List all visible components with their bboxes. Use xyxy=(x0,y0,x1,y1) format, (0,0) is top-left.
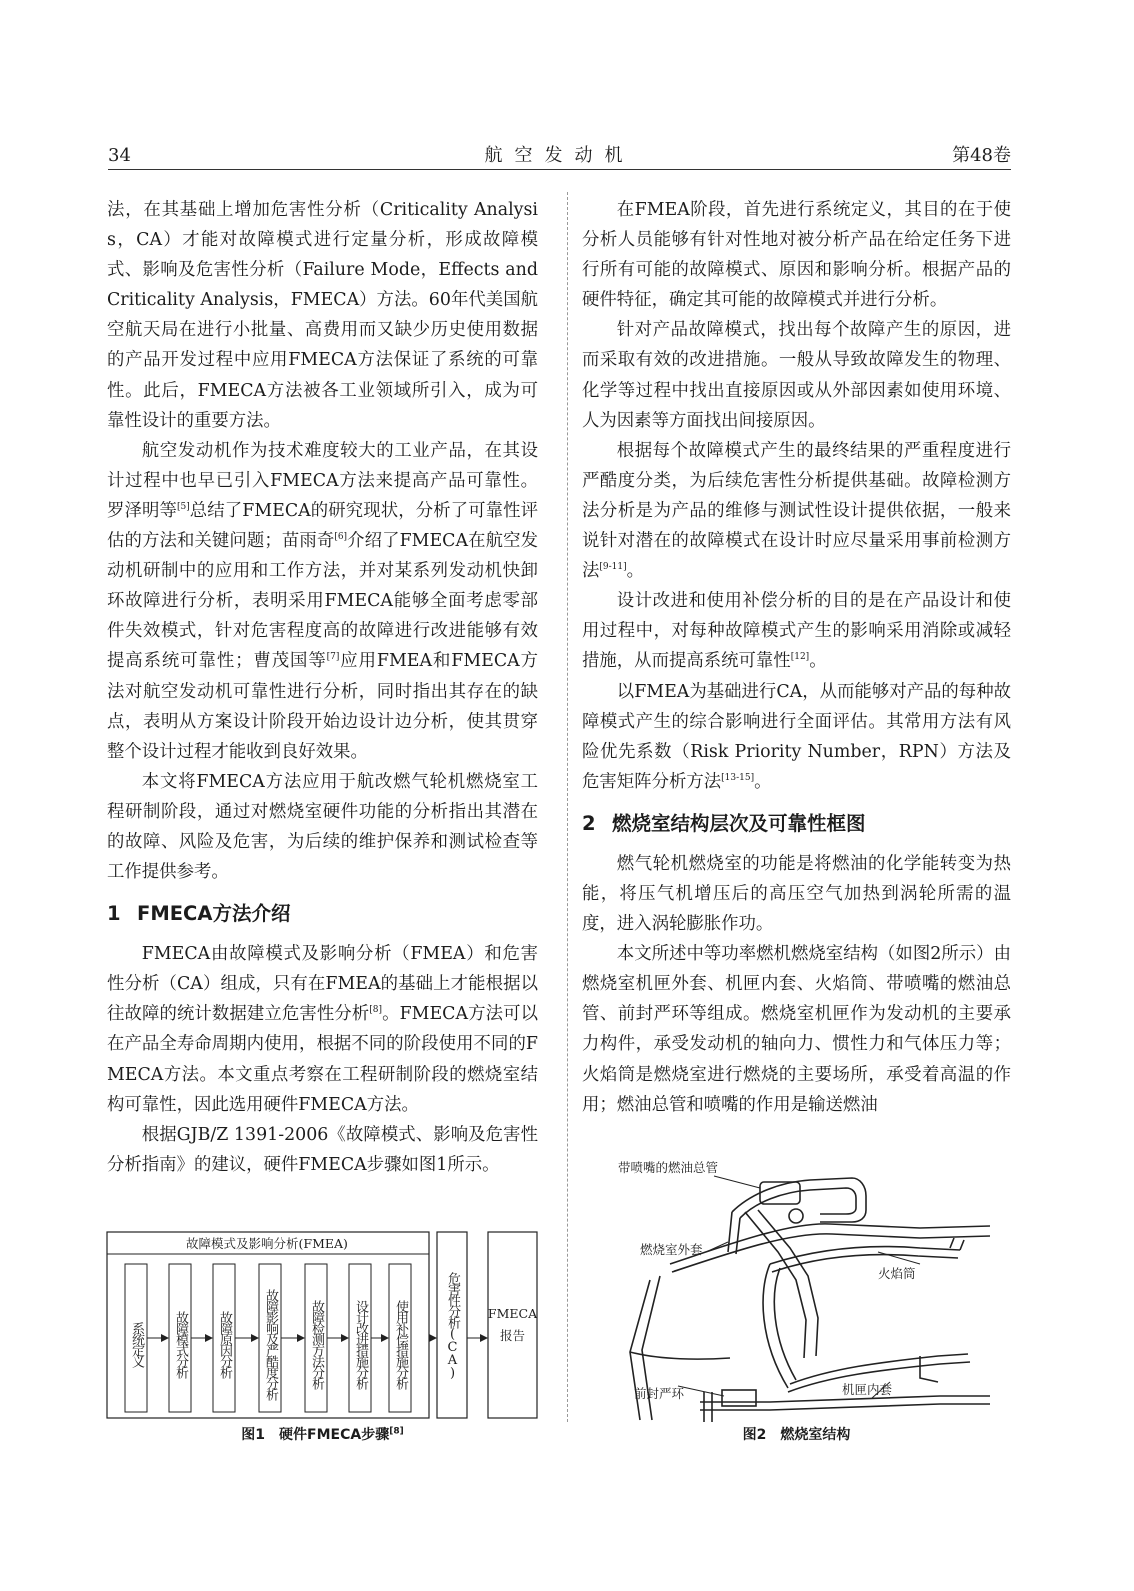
paragraph: 法，在其基础上增加危害性分析（Criticality Analysis，CA）才能对故障模式进行定量分析，形成故障模式、影响及危害性分析（Failure Mode，Effects and Criticality Analysis，FMECA）方法。60年代美国航空航天局在进行小批量、高费用而又缺少历史使用数据的产品开发过程中应用FMECA方法保证了系统的可靠性。此后，FMECA方法被各工业领域所引入，成为可靠性设计的重要方法。 xyxy=(107,200,538,431)
paragraph: 本文将FMECA方法应用于航改燃气轮机燃烧室工程研制阶段，通过对燃烧室硬件功能的分析指出其潜在的故障、风险及危害，为后续的维护保养和测试检查等工作提供参考。 xyxy=(107,771,538,883)
citation: [9-11] xyxy=(599,562,627,573)
step-effect-severity-analysis: 故障影响及严酷度分析 xyxy=(263,1289,278,1399)
page-number: 34 xyxy=(108,145,131,166)
paragraph xyxy=(582,677,1011,797)
journal-title: 航空发动机 xyxy=(484,145,635,166)
column-divider xyxy=(567,192,568,1422)
text-run: 。 xyxy=(809,651,827,672)
text-run: 根据每个故障模式产生的最终结果的严重程度进行严酷度分类，为后续危害性分析提供基础。故障检测方法分析是为产品的维修与测试性设计提供依据，一般来说针对潜在的故障模式在设计时应尽量采用事前检测方法 xyxy=(582,440,1011,582)
paragraph: 在FMEA阶段，首先进行系统定义，其目的在于使分析人员能够有针对性地对被分析产品在给定任务下进行所有可能的故障模式、原因和影响分析。根据产品的硬件特征，确定其可能的故障模式并进行分析。 xyxy=(582,200,1011,311)
citation: [6] xyxy=(334,532,348,543)
text-run: FMECA由故障模式及影响分析（FMEA）和危害性分析（CA）组成，只有在FMEA的基础上才能根据以往故障的统计数据建立危害性分析 xyxy=(107,944,538,1025)
report-line-2: 报告 xyxy=(499,1328,525,1343)
text-run: 。FMECA方法可以在产品全寿命周期内使用，根据不同的阶段使用不同的FMECA方法。本文重点考察在工程研制阶段的燃烧室结构可靠性，因此选用硬件FMECA方法。 xyxy=(107,1004,538,1115)
paragraph xyxy=(582,436,1011,586)
report-box xyxy=(488,1232,537,1418)
running-header xyxy=(108,142,1011,168)
figure-2-combustor-drawing xyxy=(620,1152,990,1427)
citation: [5] xyxy=(176,502,190,513)
text-run: 以FMEA为基础进行CA，从而能够对产品的每种故障模式产生的综合影响进行全面评估。其常用方法有风险优先系数（Risk Priority Number，RPN）方法及危害矩阵分析方法 xyxy=(582,681,1011,792)
text-run: 航空发动机作为技术难度较大的工业产品，在其设计过程中也早已引入FMECA方法来提高产品可靠性。罗泽明等 xyxy=(107,440,538,521)
section-heading xyxy=(582,799,1011,849)
figure-1-flowchart xyxy=(106,1230,538,1422)
text-run: 应用FMEA和FMECA方法对航空发动机可靠性进行分析，同时指出其存在的缺点，表明从方案设计阶段开始边设计边分析，使其贯穿整个设计过程才能收到良好效果。 xyxy=(107,651,538,762)
step-failure-cause-analysis: 故障原因分析 xyxy=(217,1311,232,1377)
paragraph xyxy=(582,586,1011,676)
figure-2-caption: 图2 燃烧室结构 xyxy=(742,1427,851,1443)
caption-text: 图1 硬件FMECA步骤 xyxy=(241,1427,390,1443)
label-outer-casing: 燃烧室外套 xyxy=(640,1242,703,1257)
paragraph xyxy=(107,436,538,767)
citation: [8] xyxy=(389,1426,404,1437)
text-run: 。 xyxy=(626,561,645,582)
citation: [13-15] xyxy=(721,772,755,783)
section-title: FMECA方法介绍 xyxy=(137,902,291,926)
text-run: 介绍了FMECA在航空发动机研制中的应用和工作方法，并对某系列发动机快卸环故障进行分析，表明采用FMECA能够全面考虑零部件失效模式，针对危害程度高的故障进行改进能够有效提高系统可靠性；曹茂国等 xyxy=(107,531,538,672)
report-line-1: FMECA xyxy=(487,1306,538,1321)
citation: [7] xyxy=(326,652,340,663)
figure-1-caption xyxy=(107,1424,538,1444)
paragraph: 燃气轮机燃烧室的功能是将燃油的化学能转变为热能，将压气机增压后的高压空气加热到涡轮所需的温度，进入涡轮膨胀作功。 xyxy=(582,853,1011,935)
step-usage-compensation-analysis: 使用补偿措施分析 xyxy=(393,1300,408,1388)
section-heading xyxy=(107,889,538,939)
ca-label: 危害性分析(CA) xyxy=(445,1271,460,1379)
section-title: 燃烧室结构层次及可靠性框图 xyxy=(612,811,866,835)
citation: [8] xyxy=(369,1005,383,1016)
label-inner-casing: 机匣内套 xyxy=(842,1382,893,1397)
left-column xyxy=(107,195,538,1180)
paragraph: 针对产品故障模式，找出每个故障产生的原因，进而采取有效的改进措施。一般从导致故障发生的物理、化学等过程中找出直接原因或从外部因素如使用环境、人为因素等方面找出间接原因。 xyxy=(582,320,1011,431)
header-rule xyxy=(108,169,1011,170)
text-run: 设计改进和使用补偿分析的目的是在产品设计和使用过程中，对每种故障模式产生的影响采用消除或减轻措施，从而提高系统可靠性 xyxy=(582,591,1011,672)
paragraph: 本文所述中等功率燃机燃烧室结构（如图2所示）由燃烧室机匣外套、机匣内套、火焰筒、带喷嘴的燃油总管、前封严环等组成。燃烧室机匣作为发动机的主要承力构件，承受发动机的轴向力、惯性力和气体压力等；火焰筒是燃烧室进行燃烧的主要场所，承受着高温的作用；燃油总管和喷嘴的作用是输送燃油 xyxy=(582,944,1011,1115)
label-fuel-manifold: 带喷嘴的燃油总管 xyxy=(618,1160,719,1175)
step-failure-mode-analysis: 故障模式分析 xyxy=(173,1311,188,1377)
step-design-improvement-analysis: 设计改进措施分析 xyxy=(353,1300,368,1388)
section-number: 2 xyxy=(582,811,596,835)
step-detection-method-analysis: 故障检测方法分析 xyxy=(309,1300,324,1388)
citation: [12] xyxy=(790,652,810,663)
ca-box xyxy=(437,1232,467,1418)
label-front-seal: 前封严环 xyxy=(634,1386,685,1401)
paragraph: 根据GJB/Z 1391-2006《故障模式、影响及危害性分析指南》的建议，硬件FMECA步骤如图1所示。 xyxy=(107,1124,538,1175)
text-run: 。 xyxy=(754,771,772,792)
fmea-group-title: 故障模式及影响分析(FMEA) xyxy=(186,1236,348,1251)
volume-label: 第48卷 xyxy=(952,145,1011,166)
step-system-definition: 系统定义 xyxy=(129,1322,144,1366)
paragraph xyxy=(107,939,538,1120)
right-column xyxy=(582,195,1011,1120)
label-liner: 火焰筒 xyxy=(878,1266,916,1281)
text-run: 总结了FMECA的研究现状，分析了可靠性评估的方法和关键问题；苗雨奇 xyxy=(107,500,538,552)
section-number: 1 xyxy=(107,902,121,926)
